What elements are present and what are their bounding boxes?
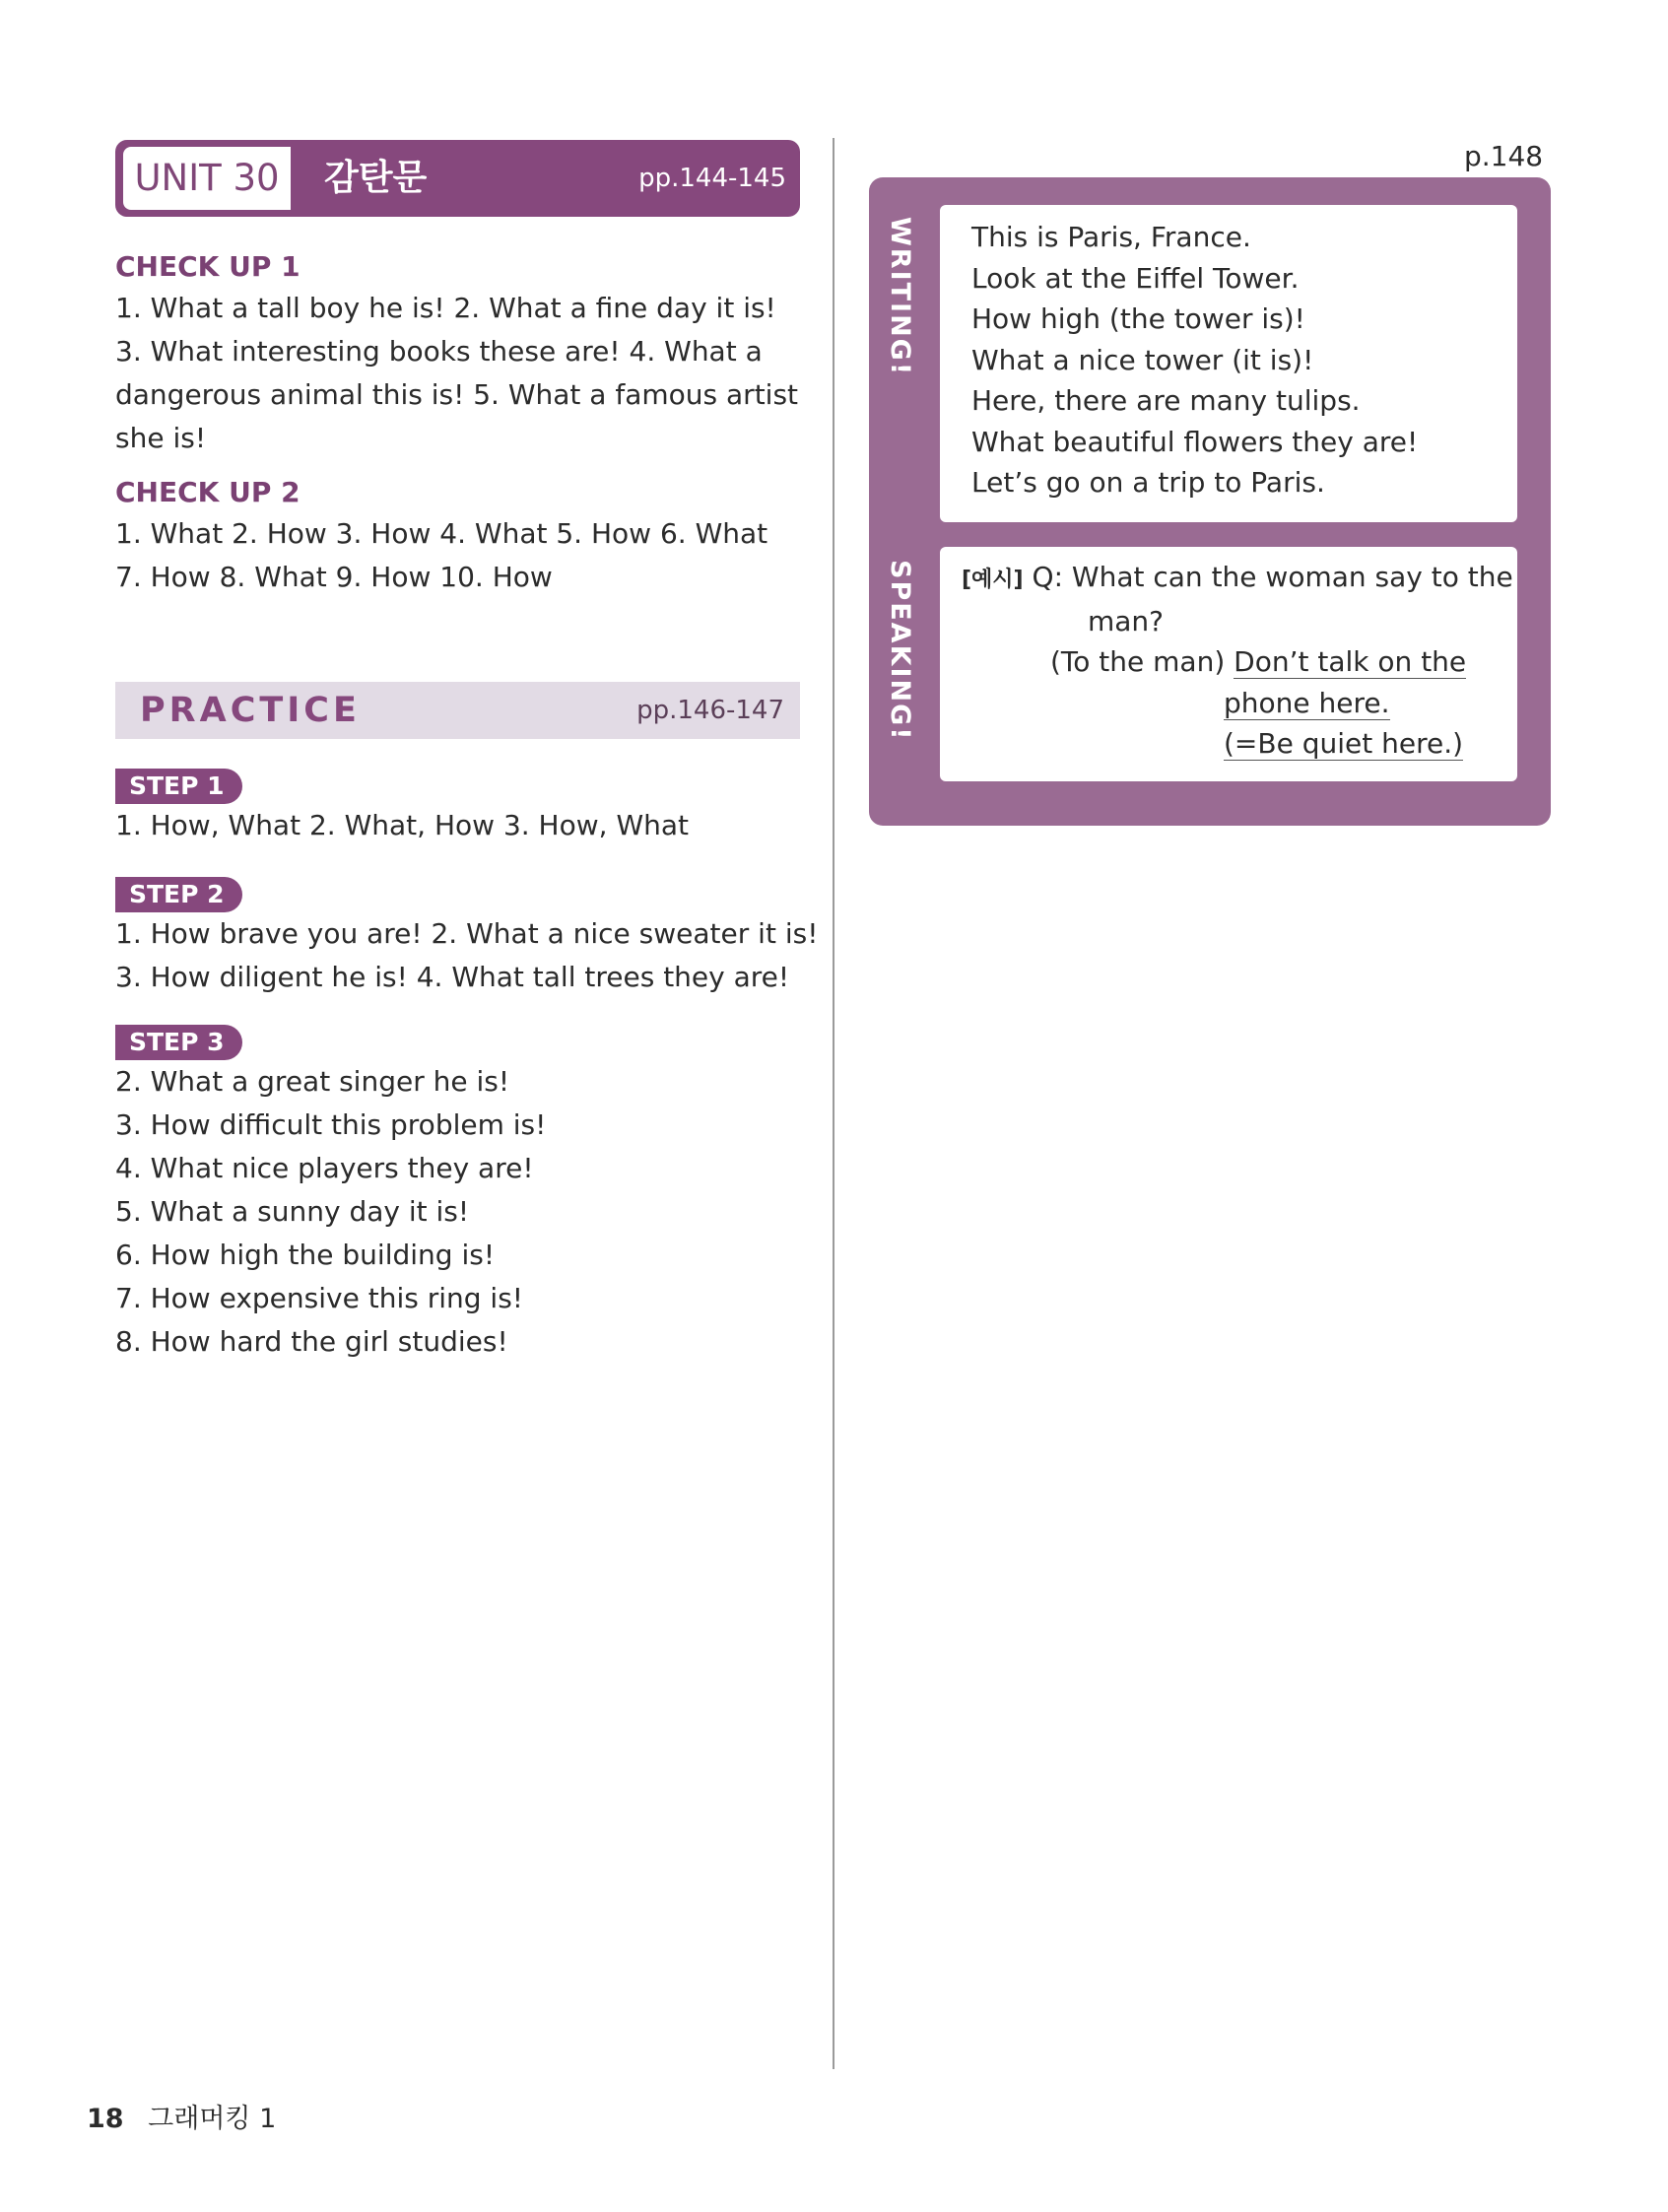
writing-line: Look at the Eiffel Tower. xyxy=(971,261,1300,295)
writing-line: What beautiful flowers they are! xyxy=(971,425,1419,458)
right-page-ref: p.148 xyxy=(1464,140,1544,172)
unit-header xyxy=(115,140,800,217)
step-3-line: 4. What nice players they are! xyxy=(115,1152,534,1184)
check-up-1-line: 3. What interesting books these are! 4. What a xyxy=(115,335,763,368)
check-up-2-heading: CHECK UP 2 xyxy=(115,476,300,508)
check-up-1-line: she is! xyxy=(115,422,207,454)
writing-box xyxy=(940,205,1517,522)
speaking-box xyxy=(940,547,1517,781)
left-column xyxy=(115,140,819,1364)
speaking-label: SPEAKING! xyxy=(885,560,915,742)
example-tag: [예시] xyxy=(962,568,1024,592)
speaking-answer-cont: phone here. xyxy=(1224,686,1390,719)
step-2-line: 3. How diligent he is! 4. What tall trees they are! xyxy=(115,961,790,993)
writing-line: How high (the tower is)! xyxy=(971,302,1305,335)
step-3-line: 8. How hard the girl studies! xyxy=(115,1325,508,1358)
step-3-line: 6. How high the building is! xyxy=(115,1239,496,1271)
step-3-line: 2. What a great singer he is! xyxy=(115,1065,510,1098)
page-number: 18 xyxy=(87,2104,124,2134)
check-up-2-line: 7. How 8. What 9. How 10. How xyxy=(115,561,553,593)
speaking-answer: Don’t talk on the xyxy=(1234,645,1467,678)
writing-line: This is Paris, France. xyxy=(971,221,1251,253)
practice-header xyxy=(115,682,800,739)
step-2-tag: STEP 2 xyxy=(115,877,242,912)
step-3-tag: STEP 3 xyxy=(115,1025,242,1060)
check-up-1-line: 1. What a tall boy he is! 2. What a fine day it is! xyxy=(115,292,776,324)
writing-line: Here, there are many tulips. xyxy=(971,384,1361,417)
check-up-1-heading: CHECK UP 1 xyxy=(115,250,300,283)
check-up-1-line: dangerous animal this is! 5. What a famous artist xyxy=(115,378,799,411)
step-3-line: 7. How expensive this ring is! xyxy=(115,1282,524,1314)
page-footer xyxy=(87,2097,276,2135)
unit-pages: pp.144-145 xyxy=(638,164,786,193)
writing-speaking-panel xyxy=(869,177,1551,826)
column-divider xyxy=(833,138,834,2069)
practice-pages: pp.146-147 xyxy=(636,696,784,725)
unit-title: 감탄문 xyxy=(324,158,428,198)
practice-title: PRACTICE xyxy=(140,691,361,730)
writing-line: What a nice tower (it is)! xyxy=(971,343,1314,376)
speaking-prefix: (To the man) xyxy=(1050,645,1226,678)
step-1-tag: STEP 1 xyxy=(115,769,242,804)
speaking-question: Q: What can the woman say to the xyxy=(1032,561,1513,593)
unit-label: UNIT 30 xyxy=(123,147,291,210)
step-3-line: 5. What a sunny day it is! xyxy=(115,1195,470,1228)
step-2-line: 1. How brave you are! 2. What a nice sweater it is! xyxy=(115,917,819,950)
book-title: 그래머킹 1 xyxy=(148,2104,277,2134)
speaking-question-cont: man? xyxy=(1088,604,1165,637)
step-1-line: 1. How, What 2. What, How 3. How, What xyxy=(115,809,690,841)
writing-line: Let’s go on a trip to Paris. xyxy=(971,466,1325,499)
writing-label: WRITING! xyxy=(885,217,915,377)
step-3-line: 3. How difficult this problem is! xyxy=(115,1108,547,1141)
speaking-answer-alt: (=Be quiet here.) xyxy=(1224,727,1464,760)
check-up-2-line: 1. What 2. How 3. How 4. What 5. How 6. What xyxy=(115,517,768,550)
